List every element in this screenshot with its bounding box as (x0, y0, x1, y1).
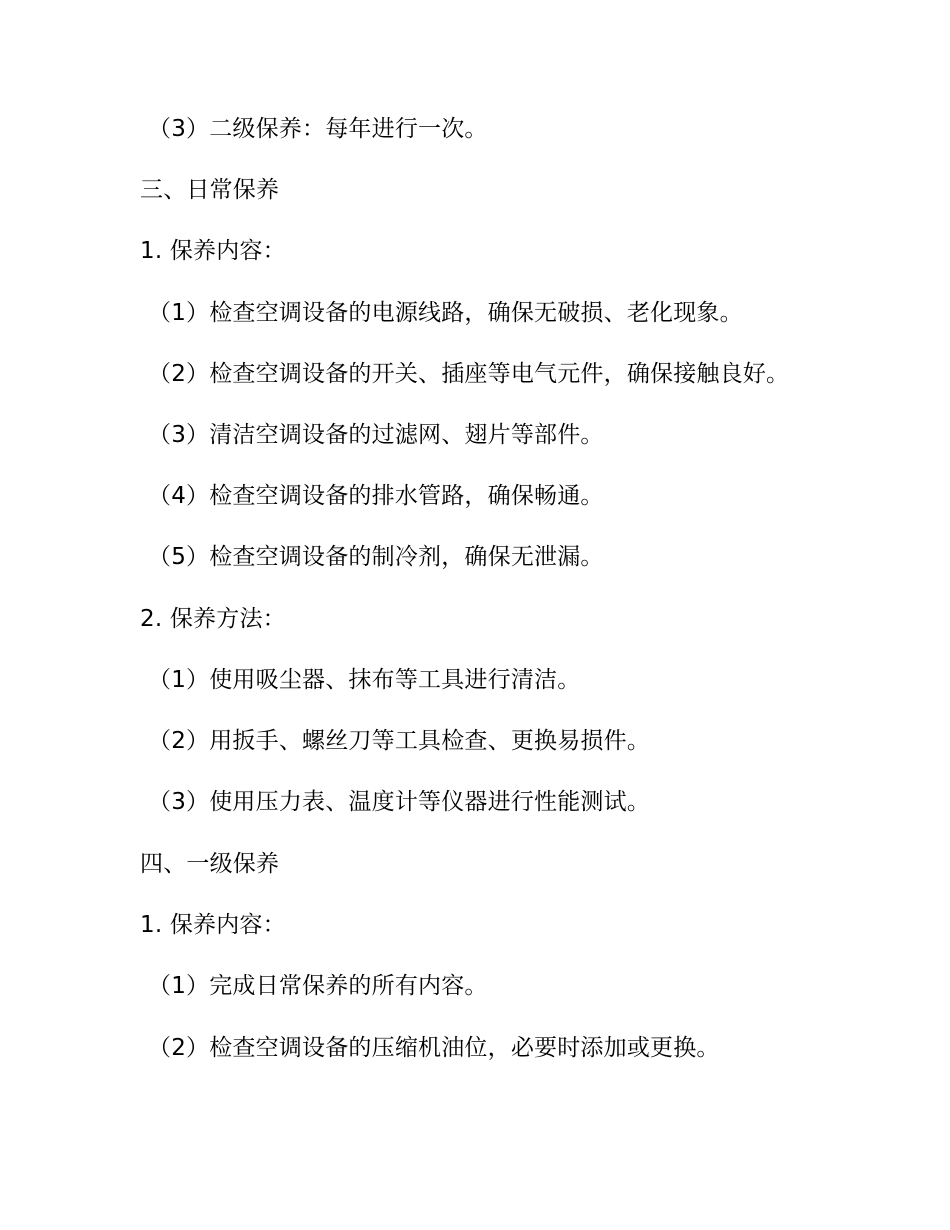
list-item: （1）使用吸尘器、抹布等工具进行清洁。 (148, 667, 581, 693)
list-item: （3）清洁空调设备的过滤网、翅片等部件。 (148, 422, 604, 448)
subheading-maintenance-method: 2. 保养方法： (140, 606, 286, 632)
section-heading-daily-maintenance: 三、日常保养 (140, 177, 280, 203)
list-item: （2）检查空调设备的压缩机油位，必要时添加或更换。 (148, 1035, 720, 1061)
list-item: （4）检查空调设备的排水管路，确保畅通。 (148, 483, 604, 509)
subheading-maintenance-content: 1. 保养内容： (140, 238, 286, 264)
subheading-maintenance-content: 1. 保养内容： (140, 912, 286, 938)
list-item: （5）检查空调设备的制冷剂，确保无泄漏。 (148, 544, 604, 570)
list-item: （1）检查空调设备的电源线路，确保无破损、老化现象。 (148, 300, 743, 326)
list-item: （2）用扳手、螺丝刀等工具检查、更换易损件。 (148, 728, 651, 754)
list-item: （2）检查空调设备的开关、插座等电气元件，确保接触良好。 (148, 361, 790, 387)
list-item: （1）完成日常保养的所有内容。 (148, 973, 488, 999)
section-heading-level-one-maintenance: 四、一级保养 (140, 851, 280, 877)
list-item-secondary-maintenance: （3）二级保养：每年进行一次。 (148, 116, 488, 142)
list-item: （3）使用压力表、温度计等仪器进行性能测试。 (148, 789, 651, 815)
